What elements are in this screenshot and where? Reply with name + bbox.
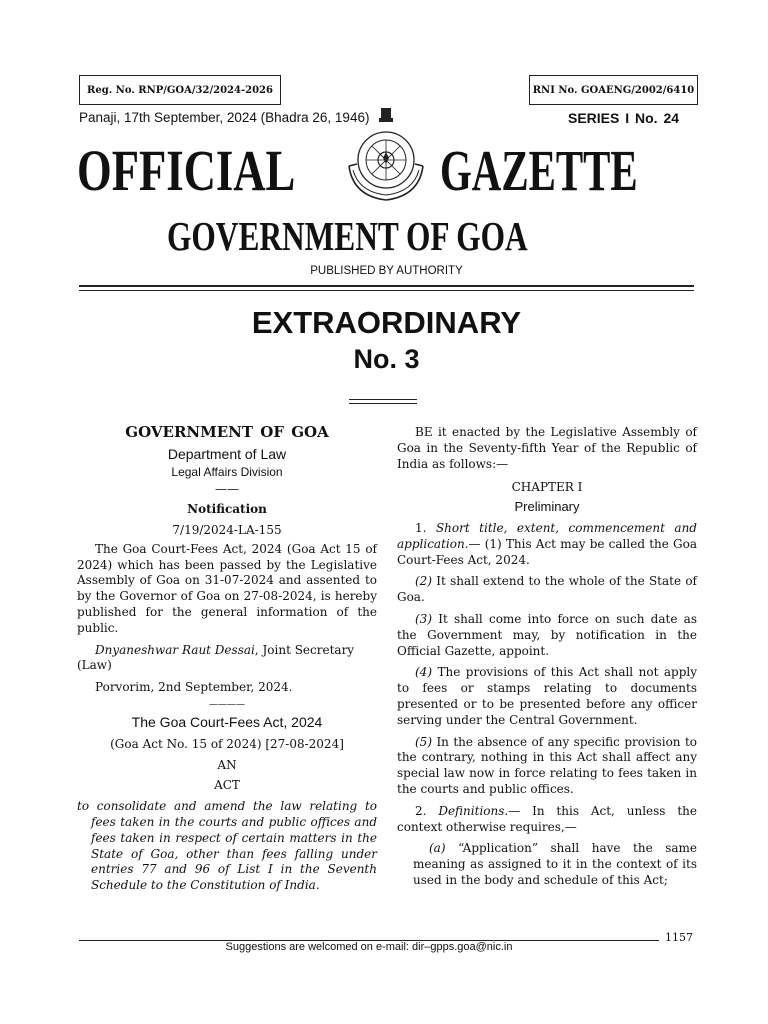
clause-2-number: (2) (415, 574, 432, 589)
section-1-4 (397, 665, 697, 728)
section-2-number: 2. (415, 803, 427, 818)
notification-heading: Notification (187, 502, 267, 517)
registration-number: Reg. No. RNP/GOA/32/2024-2026 (87, 84, 273, 96)
act-label: ACT (214, 778, 240, 793)
section-1-text: — (1) This Act may be called the Goa Court-Fees Act, 2024. (397, 536, 697, 567)
emblem-icon (343, 104, 429, 208)
left-column (77, 425, 377, 894)
rni-number: RNI No. GOAENG/2002/6410 (532, 84, 695, 96)
act-preamble: to consolidate and amend the law relating to fees taken in the courts and public offices and fees taken in respect of certain matters in the State of Goa, other than fees falling under entries 77 and 96 of List I in the Seventh Schedule to the Constitution of India. (77, 799, 377, 893)
extraordinary-heading: EXTRAORDINARY (251, 305, 522, 340)
chapter-number: CHAPTER I (511, 480, 583, 495)
extraordinary-number: No. 3 (353, 344, 420, 374)
section-1-2 (397, 574, 697, 606)
place-date: Porvorim, 2nd September, 2024. (95, 680, 293, 695)
section-1-number: 1. (415, 520, 427, 535)
section-1-3 (397, 612, 697, 659)
masthead-government-of-goa: GOVERNMENT OF GOA (167, 213, 528, 259)
header-rule-bottom (79, 290, 694, 291)
goa-emblem (343, 104, 429, 208)
header-rule-top (79, 285, 694, 287)
section-1-5 (397, 735, 697, 798)
section-2-heading: Definitions. (438, 803, 509, 818)
section-1 (397, 521, 697, 568)
section-2 (397, 804, 697, 836)
rni-number-box (529, 75, 698, 105)
signer-name: Dnyaneshwar Raut Dessai (95, 642, 255, 657)
act-reference: (Goa Act No. 15 of 2024) [27-08-2024] (110, 736, 344, 751)
enacting-clause: BE it enacted by the Legislative Assembly of Goa in the Seventy-fifth Year of the Republic of India as follows:— (397, 425, 697, 471)
section-2-text: — In this Act, unless the context otherwise requires,— (397, 803, 697, 834)
published-by-authority: PUBLISHED BY AUTHORITY (310, 265, 463, 277)
definition-a-text: “Application” shall have the same meaning as assigned to it in the context of its used in the body and schedule of this Act; (413, 841, 697, 887)
section-separator: ———— (209, 699, 245, 710)
department-name: Department of Law (167, 445, 287, 462)
clause-3-text: It shall come into force on such date as the Government may, by notification in the Official Gazette, appoint. (397, 611, 697, 658)
notification-reference: 7/19/2024-LA-155 (172, 522, 282, 537)
footer-suggestion: Suggestions are welcomed on e-mail: dir–gpps.goa@nic.in (225, 941, 513, 953)
act-title: The Goa Court-Fees Act, 2024 (131, 713, 323, 730)
page-number: 1157 (665, 931, 693, 944)
an-label: AN (217, 757, 237, 772)
masthead-gazette: GAZETTE (440, 138, 638, 203)
date-line: Panaji, 17th September, 2024 (Bhadra 26, 1946) (79, 110, 370, 125)
edition-divider-top (349, 399, 417, 400)
dash-separator: —— (215, 482, 239, 497)
division-name: Legal Affairs Division (171, 464, 283, 479)
clause-5-number: (5) (415, 734, 432, 749)
masthead-official: OFFICIAL (77, 138, 296, 203)
notification-paragraph: The Goa Court-Fees Act, 2024 (Goa Act 15 of 2024) which has been passed by the Legislative Assembly of Goa on 31-07-2024 and assented to by the Governor of Goa on 27-08-2024, is hereby published for the general information of the public. (77, 541, 377, 635)
clause-3-number: (3) (415, 611, 432, 626)
clause-4-text: The provisions of this Act shall not apply to fees or stamps relating to documents presented or to be presented before any officer serving under the Central Government. (397, 665, 697, 727)
edition-divider-bottom (349, 403, 417, 404)
clause-5-text: In the absence of any specific provision to the contrary, nothing in this Act shall affect any special law now in force relating to fees taken in the courts and public offices. (397, 734, 697, 796)
government-heading: GOVERNMENT OF GOA (125, 423, 329, 441)
clause-2-text: It shall extend to the whole of the State of Goa. (397, 574, 697, 605)
signer-title: , Joint Secretary (Law) (77, 642, 355, 673)
registration-number-box (79, 75, 281, 105)
chapter-title: Preliminary (514, 499, 580, 515)
clause-4-number: (4) (415, 665, 432, 680)
signatory (77, 643, 377, 675)
right-column (397, 425, 697, 895)
section-1-heading: Short title, extent, commencement and application. (397, 520, 697, 551)
definition-a (397, 841, 697, 888)
series-number: SERIES I No. 24 (568, 110, 680, 126)
definition-a-number: (a) (429, 841, 446, 856)
